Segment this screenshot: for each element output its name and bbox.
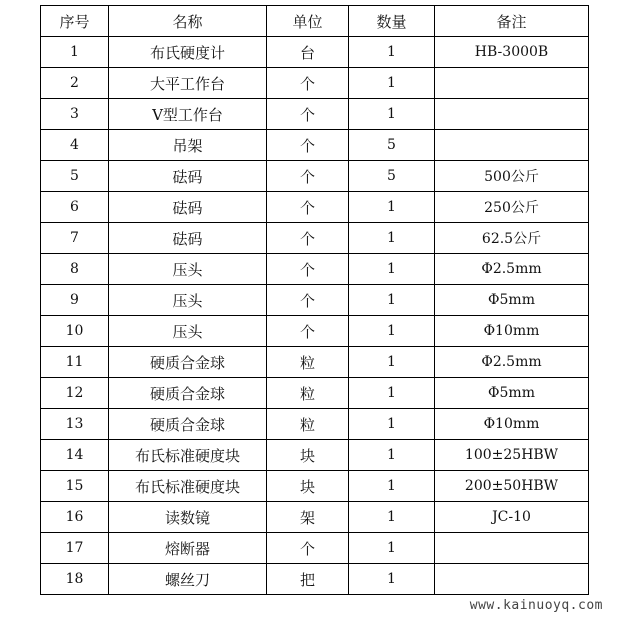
cell-unit: 个 (267, 161, 349, 192)
cell-name: 硬质合金球 (109, 347, 267, 378)
cell-qty: 1 (349, 192, 435, 223)
cell-name: 布氏硬度计 (109, 37, 267, 68)
cell-name: 硬质合金球 (109, 378, 267, 409)
cell-note: Φ10mm (435, 316, 589, 347)
cell-no: 10 (41, 316, 109, 347)
cell-unit: 个 (267, 316, 349, 347)
cell-no: 2 (41, 68, 109, 99)
cell-qty: 1 (349, 378, 435, 409)
header-qty: 数量 (349, 6, 435, 37)
cell-no: 1 (41, 37, 109, 68)
cell-no: 17 (41, 533, 109, 564)
table-row (41, 409, 589, 440)
cell-qty: 1 (349, 502, 435, 533)
table-row (41, 130, 589, 161)
cell-qty: 1 (349, 347, 435, 378)
cell-no: 14 (41, 440, 109, 471)
cell-name: 布氏标准硬度块 (109, 471, 267, 502)
cell-qty: 1 (349, 285, 435, 316)
header-no: 序号 (41, 6, 109, 37)
cell-note (435, 99, 589, 130)
table-row (41, 533, 589, 564)
cell-name: 砝码 (109, 192, 267, 223)
cell-unit: 个 (267, 533, 349, 564)
cell-name: 布氏标准硬度块 (109, 440, 267, 471)
cell-name: 砝码 (109, 161, 267, 192)
cell-no: 9 (41, 285, 109, 316)
table-row (41, 223, 589, 254)
cell-no: 4 (41, 130, 109, 161)
cell-note: 62.5公斤 (435, 223, 589, 254)
cell-note: JC-10 (435, 502, 589, 533)
table-row (41, 192, 589, 223)
cell-qty: 1 (349, 564, 435, 595)
accessories-table (40, 5, 589, 595)
cell-no: 12 (41, 378, 109, 409)
cell-name: 读数镜 (109, 502, 267, 533)
cell-name: 大平工作台 (109, 68, 267, 99)
header-note: 备注 (435, 6, 589, 37)
cell-no: 13 (41, 409, 109, 440)
cell-note: Φ2.5mm (435, 254, 589, 285)
cell-note (435, 130, 589, 161)
cell-name: 硬质合金球 (109, 409, 267, 440)
table-row (41, 285, 589, 316)
cell-unit: 个 (267, 223, 349, 254)
site-watermark: www.kainuoyq.com (469, 598, 603, 613)
table-row (41, 378, 589, 409)
table-row (41, 37, 589, 68)
cell-unit: 个 (267, 285, 349, 316)
cell-unit: 个 (267, 130, 349, 161)
cell-unit: 台 (267, 37, 349, 68)
cell-note: Φ10mm (435, 409, 589, 440)
cell-no: 8 (41, 254, 109, 285)
header-name: 名称 (109, 6, 267, 37)
cell-name: 熔断器 (109, 533, 267, 564)
cell-unit: 个 (267, 99, 349, 130)
cell-note: Φ5mm (435, 285, 589, 316)
cell-name: 砝码 (109, 223, 267, 254)
cell-unit: 粒 (267, 409, 349, 440)
cell-no: 5 (41, 161, 109, 192)
table-row (41, 68, 589, 99)
cell-note: 250公斤 (435, 192, 589, 223)
table-row (41, 161, 589, 192)
cell-unit: 把 (267, 564, 349, 595)
cell-unit: 块 (267, 471, 349, 502)
cell-no: 15 (41, 471, 109, 502)
table-body (41, 37, 589, 595)
cell-name: V型工作台 (109, 99, 267, 130)
cell-qty: 1 (349, 223, 435, 254)
cell-qty: 1 (349, 409, 435, 440)
cell-qty: 1 (349, 99, 435, 130)
cell-unit: 粒 (267, 378, 349, 409)
table-row (41, 347, 589, 378)
cell-note (435, 68, 589, 99)
table-row (41, 471, 589, 502)
cell-note: Φ5mm (435, 378, 589, 409)
cell-qty: 5 (349, 130, 435, 161)
cell-qty: 1 (349, 254, 435, 285)
cell-no: 16 (41, 502, 109, 533)
cell-qty: 1 (349, 68, 435, 99)
cell-no: 6 (41, 192, 109, 223)
cell-no: 18 (41, 564, 109, 595)
cell-name: 压头 (109, 254, 267, 285)
cell-unit: 个 (267, 68, 349, 99)
header-row (41, 6, 589, 37)
cell-unit: 架 (267, 502, 349, 533)
cell-note: 100±25HBW (435, 440, 589, 471)
cell-name: 吊架 (109, 130, 267, 161)
table-row (41, 316, 589, 347)
table-row (41, 440, 589, 471)
cell-note (435, 533, 589, 564)
header-unit: 单位 (267, 6, 349, 37)
table-row (41, 99, 589, 130)
cell-qty: 1 (349, 471, 435, 502)
cell-no: 7 (41, 223, 109, 254)
cell-unit: 粒 (267, 347, 349, 378)
cell-unit: 个 (267, 192, 349, 223)
cell-note: 200±50HBW (435, 471, 589, 502)
cell-qty: 1 (349, 316, 435, 347)
cell-qty: 1 (349, 533, 435, 564)
cell-note: HB-3000B (435, 37, 589, 68)
cell-note: 500公斤 (435, 161, 589, 192)
cell-no: 11 (41, 347, 109, 378)
table-row (41, 254, 589, 285)
cell-note: Φ2.5mm (435, 347, 589, 378)
cell-qty: 1 (349, 440, 435, 471)
cell-no: 3 (41, 99, 109, 130)
cell-unit: 个 (267, 254, 349, 285)
cell-unit: 块 (267, 440, 349, 471)
cell-qty: 1 (349, 37, 435, 68)
cell-name: 压头 (109, 285, 267, 316)
table-row (41, 502, 589, 533)
cell-name: 压头 (109, 316, 267, 347)
table-row (41, 564, 589, 595)
cell-name: 螺丝刀 (109, 564, 267, 595)
cell-note (435, 564, 589, 595)
cell-qty: 5 (349, 161, 435, 192)
